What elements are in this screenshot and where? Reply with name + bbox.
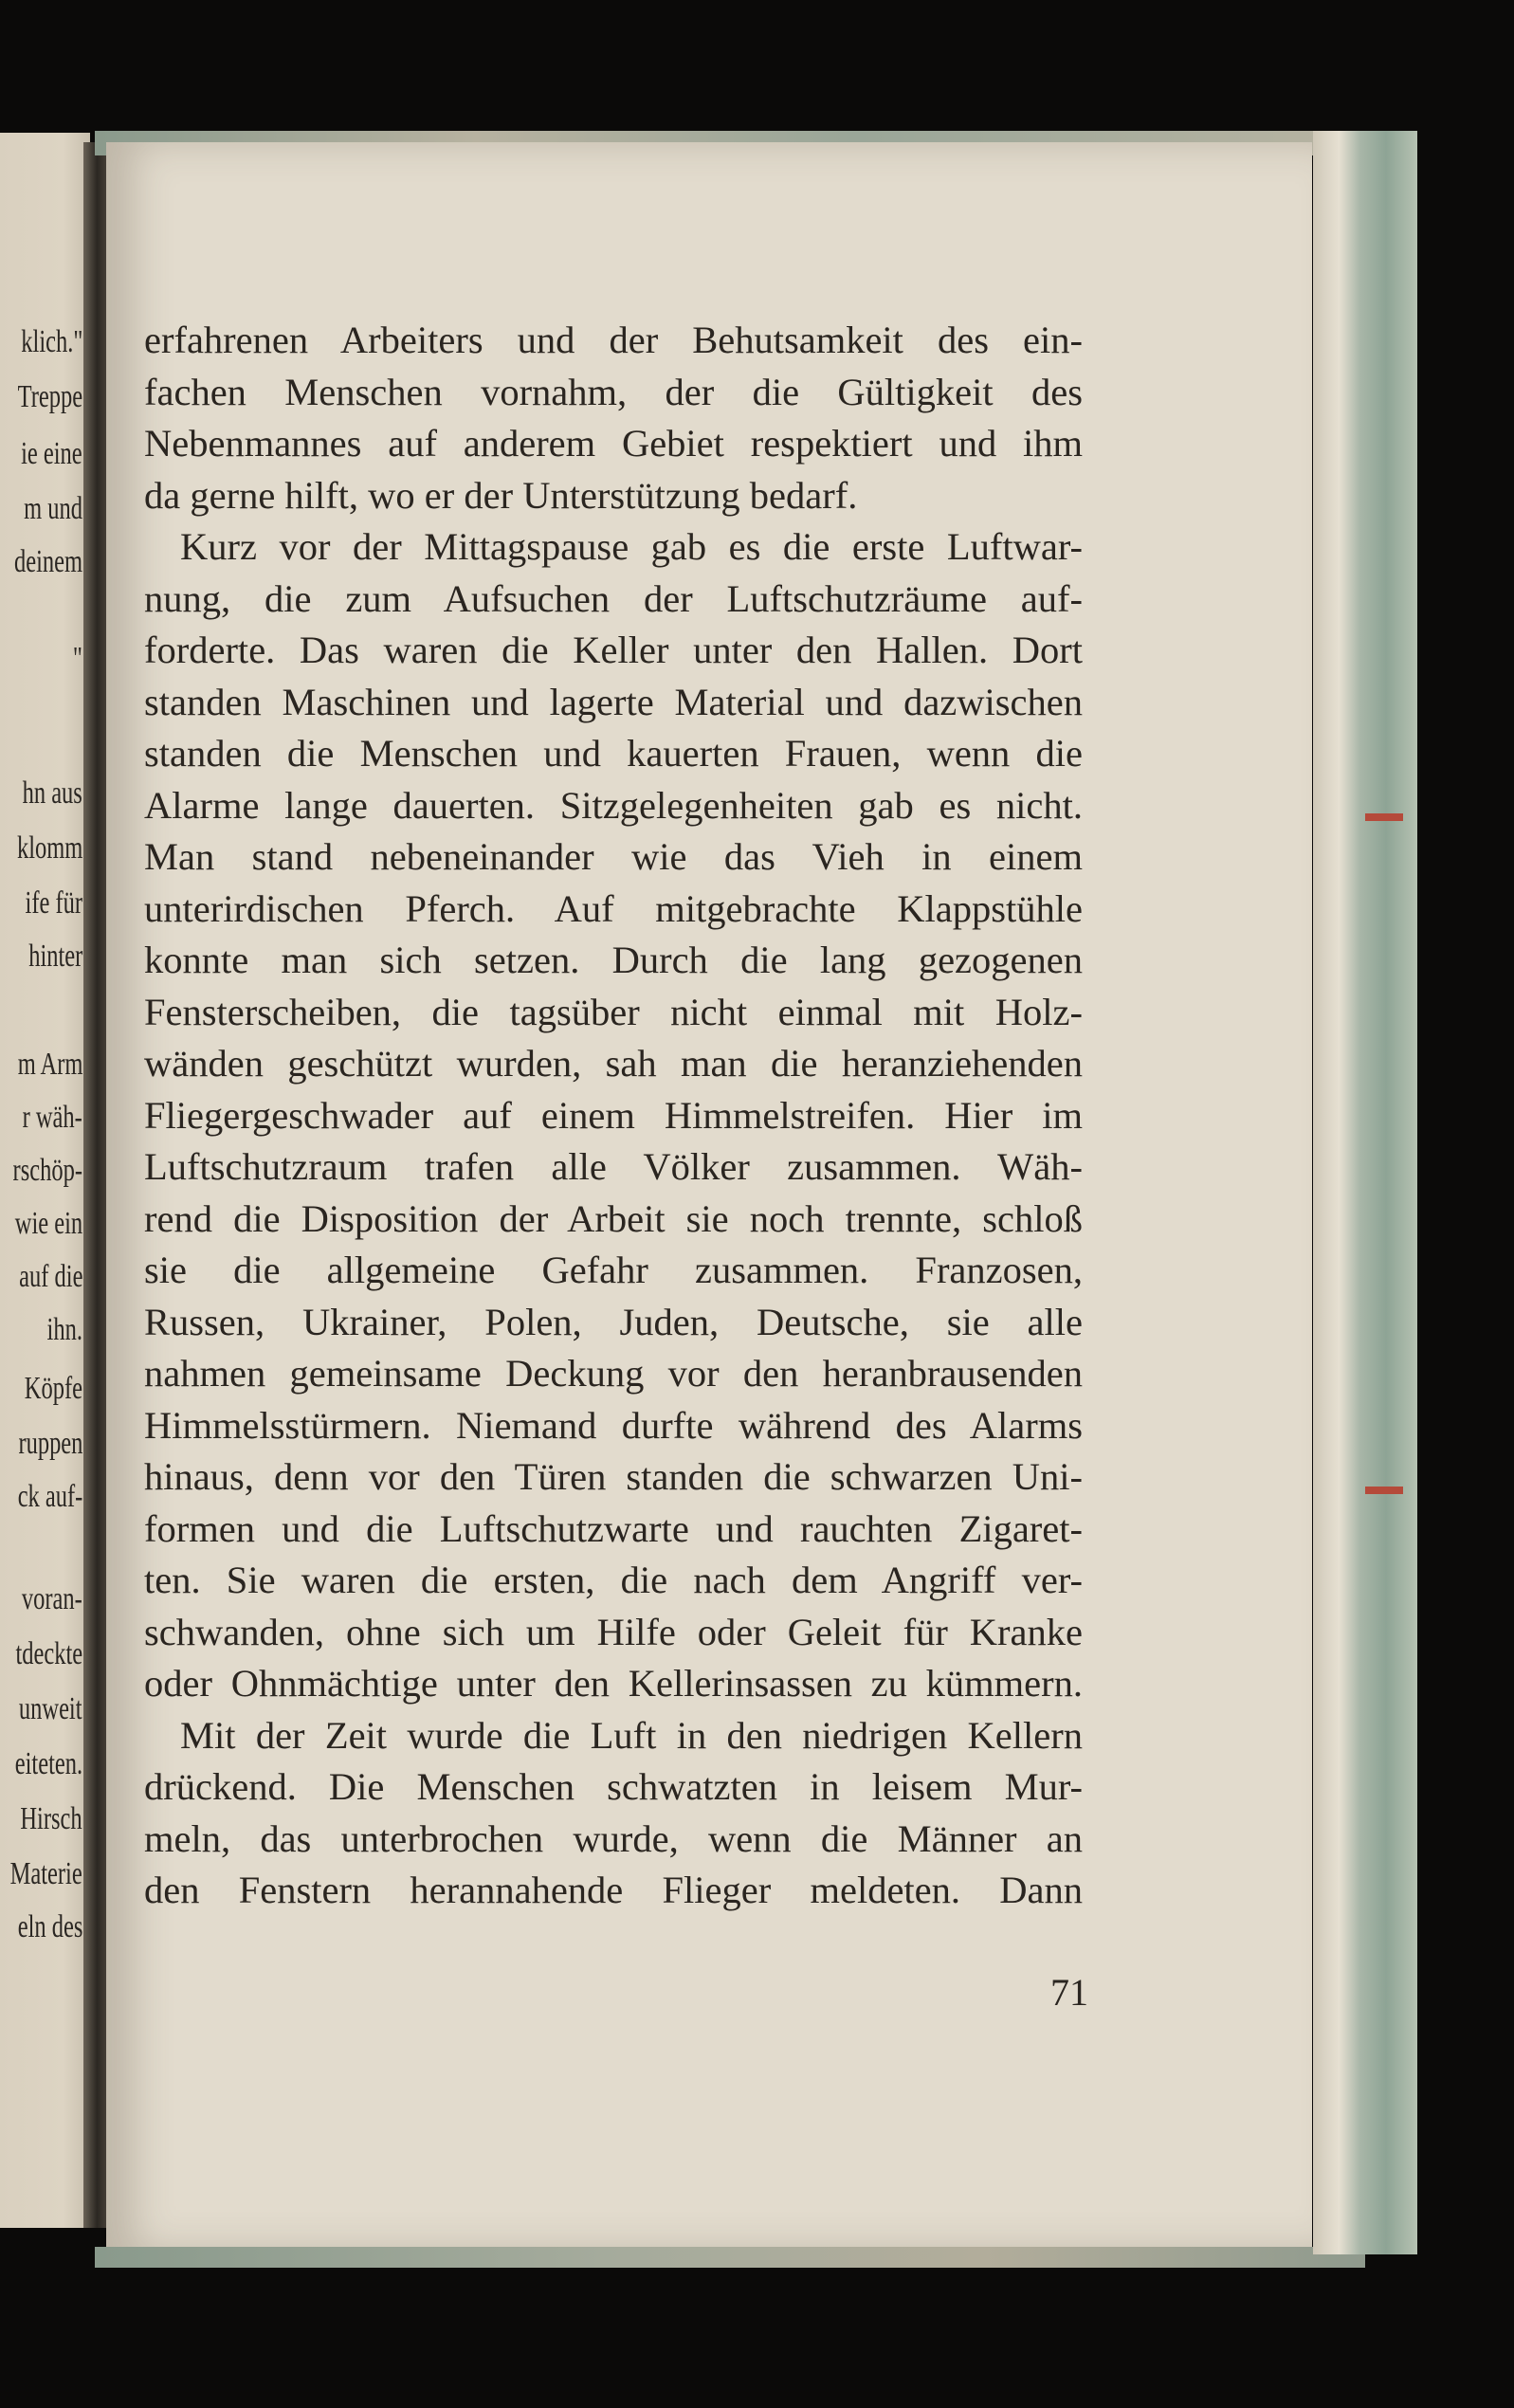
text-line: drückend. Die Menschen schwatzten in leisem Mur-: [144, 1765, 1083, 1808]
left-page-text-fragment: ck auf-: [17, 1479, 82, 1514]
text-line: Luftschutzraum trafen alle Völker zusammen. Wäh-: [144, 1145, 1083, 1188]
left-page-text-fragment: klomm: [16, 830, 82, 866]
text-line: nahmen gemeinsame Deckung vor den heranbrausenden: [144, 1352, 1083, 1395]
book-cover-edge: [1313, 131, 1417, 2254]
left-page-text-fragment: ihn.: [46, 1312, 82, 1347]
left-page-edge: [0, 133, 90, 2228]
text-line: Man stand nebeneinander wie das Vieh in einem: [144, 835, 1083, 878]
text-line: rend die Disposition der Arbeit sie noch trennte, schloß: [144, 1196, 1083, 1240]
text-line: Nebenmannes auf anderem Gebiet respektiert und ihm: [144, 422, 1083, 465]
page-bottom-edge: [95, 2247, 1365, 2268]
text-line: forderte. Das waren die Keller unter den Hallen. Dort: [144, 629, 1083, 671]
text-line: Russen, Ukrainer, Polen, Juden, Deutsche, sie alle: [144, 1300, 1083, 1343]
left-page-text-fragment: voran-: [22, 1581, 82, 1616]
text-line: Fliegergeschwader auf einem Himmelstreifen. Hier im: [144, 1093, 1083, 1137]
text-line: standen die Menschen und kauerten Frauen, wenn die: [144, 732, 1083, 775]
text-line: unterirdischen Pferch. Auf mitgebrachte Klappstühle: [144, 886, 1083, 930]
text-line: Mit der Zeit wurde die Luft in den niedrigen Kellern: [180, 1713, 1083, 1757]
left-page-text-fragment: Treppe: [17, 379, 82, 414]
left-page-text-fragment: ie eine: [21, 436, 82, 471]
text-line: meln, das unterbrochen wurde, wenn die Männer an: [144, 1816, 1083, 1860]
text-line: konnte man sich setzen. Durch die lang gezogenen: [144, 939, 1083, 981]
text-line: standen Maschinen und lagerte Material und dazwischen: [144, 680, 1083, 723]
left-page-text-fragment: hn aus: [22, 775, 82, 811]
left-page-text-fragment: auf die: [18, 1259, 82, 1294]
left-page-text-fragment: Hirsch: [20, 1801, 82, 1836]
text-line: ten. Sie waren die ersten, die nach dem Angriff ver-: [144, 1559, 1083, 1601]
text-line: Kurz vor der Mittagspause gab es die erste Luftwar-: [180, 525, 1083, 568]
left-page-text-fragment: m Arm: [17, 1047, 82, 1082]
text-line: hinaus, denn vor den Türen standen die schwarzen Uni-: [144, 1455, 1083, 1498]
left-page-text-fragment: rschöp-: [12, 1153, 82, 1188]
text-line: Alarme lange dauerten. Sitzgelegenheiten gab es nicht.: [144, 783, 1083, 827]
left-page-text-fragment: eln des: [17, 1909, 82, 1944]
page-number: 71: [1050, 1971, 1088, 2014]
left-page-text-fragment: tdeckte: [15, 1636, 82, 1671]
text-line: schwanden, ohne sich um Hilfe oder Geleit für Kranke: [144, 1610, 1083, 1653]
text-line: da gerne hilft, wo er der Unterstützung bedarf.: [144, 473, 858, 517]
text-line: oder Ohnmächtige unter den Kellerinsassen zu kümmern.: [144, 1662, 1083, 1705]
left-page-text-fragment: deinem: [13, 544, 82, 579]
left-page-text-fragment: r wäh-: [22, 1100, 82, 1135]
body-text: [144, 315, 1083, 1917]
left-page-text-fragment: unweit: [19, 1691, 82, 1726]
left-page-text-fragment: Köpfe: [24, 1371, 82, 1406]
text-line: erfahrenen Arbeiters und der Behutsamkeit des ein-: [144, 319, 1083, 361]
left-page-text-fragment: Materie: [9, 1856, 82, 1891]
text-line: Himmelsstürmern. Niemand durfte während des Alarms: [144, 1403, 1083, 1447]
text-line: Fensterscheiben, die tagsüber nicht einmal mit Holz-: [144, 990, 1083, 1033]
cover-stain-mark: [1365, 1487, 1403, 1494]
left-page-text-fragment: ife für: [25, 885, 82, 921]
text-line: den Fenstern herannahende Flieger meldeten. Dann: [144, 1869, 1083, 1911]
text-line: fachen Menschen vornahm, der die Gültigkeit des: [144, 370, 1083, 413]
left-page-text-fragment: klich.": [20, 324, 82, 359]
left-page-text-fragment: m und: [24, 491, 82, 526]
text-line: formen und die Luftschutzwarte und rauchten Zigaret-: [144, 1506, 1083, 1550]
text-line: wänden geschützt wurden, sah man die heranziehenden: [144, 1042, 1083, 1085]
left-page-text-fragment: ruppen: [18, 1426, 82, 1461]
text-line: nung, die zum Aufsuchen der Luftschutzräume auf-: [144, 576, 1083, 620]
left-page-text-fragment: ": [72, 641, 82, 676]
left-page-text-fragment: eiteten.: [14, 1746, 82, 1781]
cover-stain-mark: [1365, 813, 1403, 821]
left-page-text-fragment: wie ein: [14, 1206, 82, 1241]
left-page-text-fragment: hinter: [27, 939, 82, 974]
text-line: sie die allgemeine Gefahr zusammen. Franzosen,: [144, 1249, 1083, 1291]
